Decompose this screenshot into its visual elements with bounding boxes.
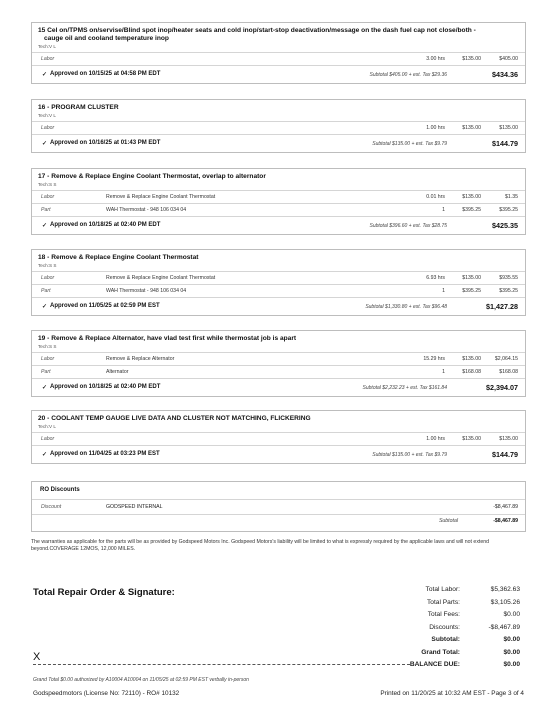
totals-row (370, 661, 520, 670)
job-total-amount: $425.35 (492, 221, 518, 230)
job-subtotal-tax: Subtotal $135.00 + est. Tax $9.79 (372, 452, 447, 458)
totals-row (370, 636, 520, 645)
job-title-line: 15 Cel on/TPMS on/servise/Blind spot inop/heater seats and cold inop/start-stop deactivation/message on the dash fuel cap not close/both - (38, 27, 476, 34)
line-description: Alternator (106, 369, 129, 375)
job-subtotal-tax: Subtotal $396.60 + est. Tax $28.75 (369, 223, 447, 229)
total-repair-order-title: Total Repair Order & Signature: (33, 587, 175, 598)
job-total-amount: $144.79 (492, 139, 518, 148)
checkmark-icon: ✓ (42, 304, 48, 310)
line-description: WAH Thermostat - 948 106 034 04 (106, 288, 187, 294)
job-line-item (32, 122, 525, 135)
job-title (38, 173, 519, 181)
job-approval-row (32, 66, 525, 83)
totals-value: $0.00 (503, 661, 520, 668)
job-header (32, 23, 525, 53)
job-header (32, 411, 525, 433)
totals-row (370, 649, 520, 658)
job-subtotal-tax: Subtotal $135.00 + est. Tax $9.79 (372, 141, 447, 147)
totals-row (370, 611, 520, 620)
job-total-amount: $434.36 (492, 70, 518, 79)
job-total-amount: $2,394.07 (486, 383, 518, 392)
line-description: Remove & Replace Engine Coolant Thermostat (106, 194, 216, 200)
job-technician: Tech:V L (38, 113, 56, 118)
job-technician: Tech:S S (38, 344, 57, 349)
line-type: Part (41, 369, 51, 375)
job-title-line: 20 - COOLANT TEMP GAUGE LIVE DATA AND CLUSTER NOT MATCHING, FLICKERING (38, 415, 311, 422)
totals-value: $5,362.63 (490, 586, 520, 593)
discount-subtotal (438, 518, 518, 524)
line-quantity: 1 (442, 369, 445, 375)
approval-text: Approved on 11/04/25 at 03:23 PM EST (50, 451, 160, 457)
checkmark-icon: ✓ (42, 452, 48, 458)
job-title (38, 104, 519, 112)
line-description: Remove & Replace Alternator (106, 356, 175, 362)
job-line-item (32, 353, 525, 366)
approval-text: Approved on 10/18/25 at 02:40 PM EDT (50, 222, 161, 228)
totals-value: $3,105.26 (490, 598, 520, 606)
line-unit-price: $135.00 (462, 56, 481, 62)
line-unit-price: $135.00 (462, 436, 481, 442)
job-approval-row (32, 298, 525, 315)
job-title (38, 335, 519, 343)
totals-label: BALANCE DUE: (409, 661, 460, 668)
checkmark-icon: ✓ (42, 223, 48, 229)
signature-line[interactable] (33, 664, 410, 665)
job-header (32, 250, 525, 272)
discount-amount: -$8,467.89 (493, 504, 518, 510)
line-type: Labor (41, 275, 55, 281)
job-approval-row (32, 446, 525, 463)
job-technician: Tech:V L (38, 424, 56, 429)
line-quantity: 15.29 hrs (423, 356, 445, 362)
job-line-item (32, 366, 525, 379)
job-technician: Tech:S S (38, 182, 57, 187)
job-title-line: 16 - PROGRAM CLUSTER (38, 104, 119, 111)
checkmark-icon: ✓ (42, 141, 48, 147)
job-subtotal-tax: Subtotal $2,232.23 + est. Tax $161.84 (362, 385, 447, 391)
line-total: $395.25 (499, 288, 518, 294)
totals-value: $0.00 (503, 611, 520, 618)
approval-text: Approved on 10/16/25 at 01:43 PM EDT (50, 140, 161, 146)
totals-value: $0.00 (503, 648, 520, 656)
job-title (38, 415, 519, 423)
line-description: WAH Thermostat - 948 106 034 04 (106, 207, 187, 213)
approval-text: Approved on 11/05/25 at 02:59 PM EST (50, 303, 160, 309)
job-total-amount: $144.79 (492, 450, 518, 459)
line-total: $1.35 (505, 194, 518, 200)
line-type: Labor (41, 436, 55, 442)
job-line-item (32, 272, 525, 285)
line-total: $405.00 (499, 56, 518, 62)
line-quantity: 1 (442, 207, 445, 213)
footer-printed-page: Printed on 11/20/25 at 10:32 AM EST - Page 3 of 4 (380, 690, 524, 697)
job-title (38, 27, 519, 43)
job-title-line: 18 - Remove & Replace Engine Coolant Thermostat (38, 254, 199, 261)
line-total: $135.00 (499, 436, 518, 442)
job-technician: Tech:V L (38, 44, 56, 49)
job-line-item (32, 204, 525, 217)
totals-row (370, 586, 520, 595)
job-header (32, 331, 525, 353)
line-unit-price: $135.00 (462, 194, 481, 200)
line-quantity: 1.00 hrs (426, 436, 445, 442)
totals-value: -$8,467.89 (488, 623, 520, 631)
signature-x-mark: X (33, 651, 41, 663)
line-total: $935.55 (499, 275, 518, 281)
job-header (32, 100, 525, 122)
job-line-item (32, 433, 525, 446)
footer-license: Godspeedmotors (License No: 72110) - RO# 10132 (33, 690, 180, 697)
line-unit-price: $135.00 (462, 356, 481, 362)
line-type: Part (41, 288, 51, 294)
line-quantity: 6.93 hrs (426, 275, 445, 281)
totals-label: Subtotal: (431, 636, 460, 643)
line-type: Labor (41, 125, 55, 131)
checkmark-icon: ✓ (42, 72, 48, 78)
line-total: $395.25 (499, 207, 518, 213)
line-quantity: 0.01 hrs (426, 194, 445, 200)
line-total: $2,064.15 (494, 356, 518, 362)
job-technician: Tech:S S (38, 263, 57, 268)
warranty-text: The warranties as applicable for the parts will be as provided by Godspeed Motors Inc. Godspeed Motors's liability will be limited to what is expressly required by the applicable laws and will not extend beyond.COVERAGE 12MOS, 12,000 MILES. (31, 539, 490, 552)
line-type: Labor (41, 194, 55, 200)
job-block (31, 168, 526, 235)
job-block (31, 330, 526, 397)
line-type: Labor (41, 56, 55, 62)
line-description: Remove & Replace Engine Coolant Thermostat (106, 275, 216, 281)
discount-row (32, 499, 525, 515)
totals-value: $0.00 (503, 636, 520, 643)
grand-total-authorization-note: Grand Total $0.00 authorized by A10004 A10004 on 11/05/25 at 02:59 PM EST verbally in-person (33, 677, 249, 683)
discount-subtotal-value: -$8,467.89 (493, 518, 518, 524)
job-line-item (32, 285, 525, 298)
job-title-line: 17 - Remove & Replace Engine Coolant Thermostat, overlap to alternator (38, 173, 266, 180)
checkmark-icon: ✓ (42, 385, 48, 391)
discount-description: GODSPEED INTERNAL (106, 504, 163, 510)
discounts-title: RO Discounts (40, 487, 80, 493)
line-total: $135.00 (499, 125, 518, 131)
line-unit-price: $135.00 (462, 125, 481, 131)
line-total: $168.08 (499, 369, 518, 375)
discount-subtotal-label: Subtotal (438, 518, 458, 524)
job-line-item (32, 191, 525, 204)
line-type: Labor (41, 356, 55, 362)
job-subtotal-tax: Subtotal $405.00 + est. Tax $29.36 (369, 72, 447, 78)
line-unit-price: $395.25 (462, 207, 481, 213)
line-quantity: 1.00 hrs (426, 125, 445, 131)
job-block (31, 249, 526, 316)
approval-text: Approved on 10/18/25 at 02:40 PM EDT (50, 384, 161, 390)
job-block (31, 22, 526, 84)
line-quantity: 1 (442, 288, 445, 294)
line-unit-price: $168.08 (462, 369, 481, 375)
job-block (31, 410, 526, 464)
ro-discounts-section (31, 481, 526, 532)
line-unit-price: $395.25 (462, 288, 481, 294)
totals-label: Total Fees: (427, 611, 460, 618)
job-approval-row (32, 217, 525, 234)
approval-text: Approved on 10/15/25 at 04:58 PM EDT (50, 71, 161, 77)
job-header (32, 169, 525, 191)
totals-row (370, 624, 520, 633)
line-type: Part (41, 207, 51, 213)
totals-label: Total Labor: (425, 586, 460, 593)
job-subtotal-tax: Subtotal $1,330.80 + est. Tax $96.48 (365, 304, 447, 310)
job-title (38, 254, 519, 262)
job-line-item (32, 53, 525, 66)
totals-label: Grand Total: (421, 648, 460, 656)
job-approval-row (32, 135, 525, 152)
job-block (31, 99, 526, 153)
line-quantity: 3.00 hrs (426, 56, 445, 62)
job-total-amount: $1,427.28 (486, 302, 518, 311)
job-title-line-continued: cauge oil and cooland temperature inop (44, 35, 169, 42)
totals-label: Discounts: (429, 623, 460, 631)
discount-type: Discount (41, 504, 62, 510)
line-unit-price: $135.00 (462, 275, 481, 281)
job-approval-row (32, 379, 525, 396)
totals-row (370, 599, 520, 608)
totals-label: Total Parts: (427, 598, 460, 606)
job-title-line: 19 - Remove & Replace Alternator, have vlad test first while thermostat job is apart (38, 335, 297, 342)
